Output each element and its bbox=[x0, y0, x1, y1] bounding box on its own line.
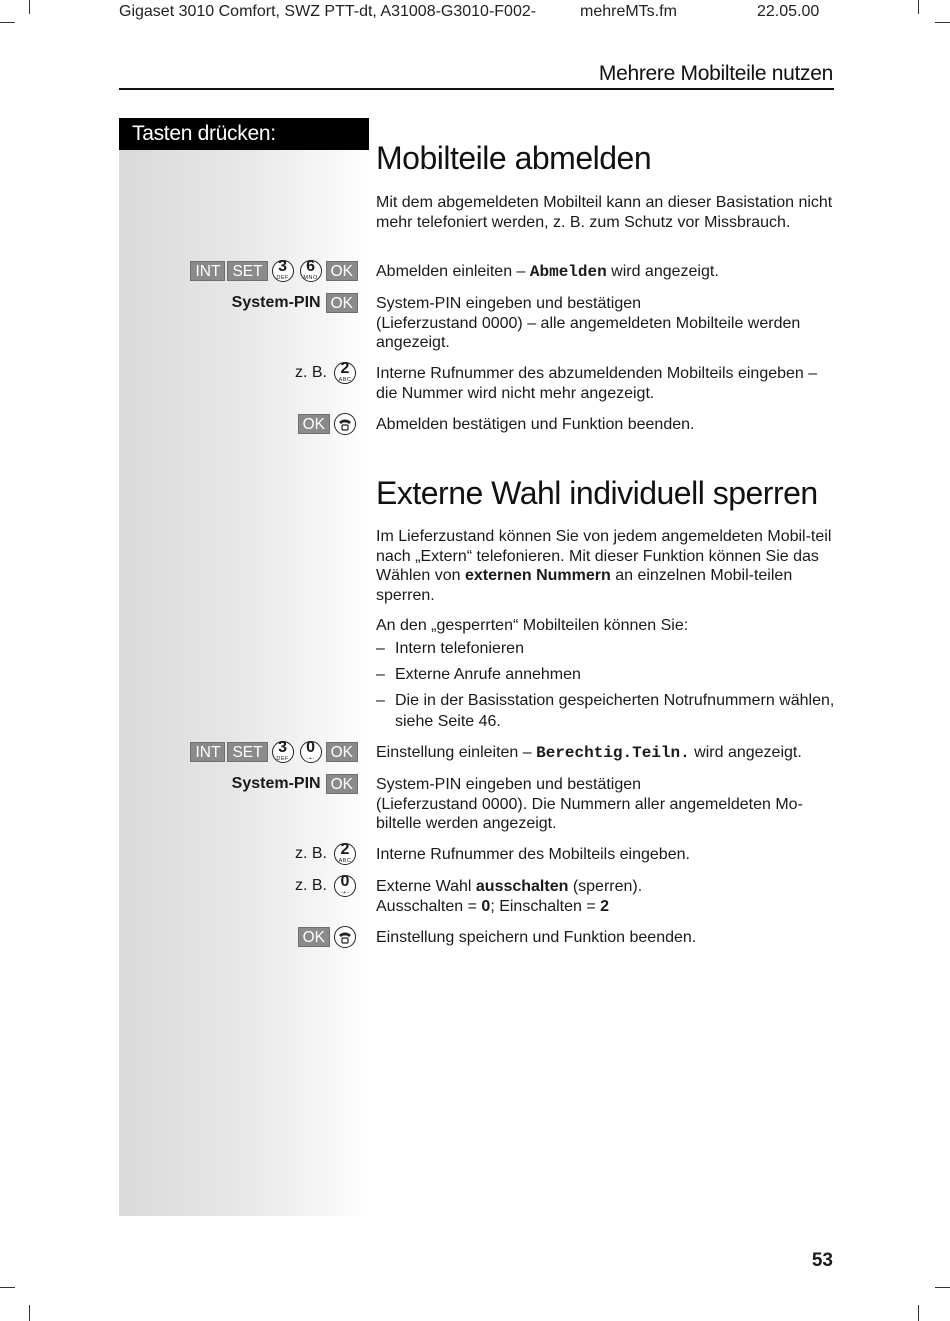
set-key: SET bbox=[227, 742, 267, 762]
crop-mark bbox=[0, 22, 15, 23]
example-label: z. B. bbox=[294, 364, 327, 381]
key-sequence bbox=[232, 773, 358, 795]
header-date: 22.05.00 bbox=[757, 3, 820, 20]
digit-0-key: 0 -+- bbox=[300, 741, 322, 763]
section1-heading: Mobilteile abmelden bbox=[376, 140, 652, 176]
key-sequence bbox=[298, 413, 358, 435]
section1-intro: Mit dem abgemeldeten Mobilteil kann an dieser Basistation nicht mehr telefoniert werden, z. B. zum Schutz vor Missbrauch. bbox=[376, 194, 833, 231]
display-text: Berechtig.Teiln. bbox=[536, 744, 690, 762]
key-sequence bbox=[295, 875, 358, 897]
int-key: INT bbox=[190, 261, 225, 281]
key-sequence bbox=[232, 292, 358, 314]
section2-intro: Im Lieferzustand können Sie von jedem angemeldeten Mobil-teil nach „Extern“ telefonieren. Mit dieser Funktion können Sie das Wählen von externen Nummern an einzelnen Mobil-teilen sperren. bbox=[376, 528, 832, 604]
ok-key: OK bbox=[298, 927, 330, 947]
example-label: z. B. bbox=[294, 845, 327, 862]
key-sequence bbox=[295, 843, 358, 865]
digit-3-key: 3 DEF bbox=[272, 260, 294, 282]
crop-mark bbox=[29, 1305, 30, 1321]
page-number: 53 bbox=[811, 1250, 833, 1271]
header-doc-title: Gigaset 3010 Comfort, SWZ PTT-dt, A31008-G3010-F002- bbox=[119, 3, 537, 20]
section2-step4: Externe Wahl ausschalten (sperren). Ausschalten = 0; Einschalten = 2 bbox=[376, 878, 643, 915]
ok-key: OK bbox=[326, 742, 358, 762]
section2-heading: Externe Wahl individuell sperren bbox=[376, 475, 818, 511]
key-sequence bbox=[190, 741, 358, 763]
digit-6-key: 6 MNO bbox=[300, 260, 322, 282]
section1-step4: Abmelden bestätigen und Funktion beenden. bbox=[376, 416, 695, 433]
ok-key: OK bbox=[326, 293, 358, 313]
crop-mark bbox=[29, 0, 30, 14]
ok-key: OK bbox=[298, 414, 330, 434]
key-column-title: Tasten drücken: bbox=[119, 118, 369, 150]
section1-step3: Interne Rufnummer des abzumeldenden Mobilteils eingeben – die Nummer wird nicht mehr angezeigt. bbox=[376, 365, 818, 402]
end-call-icon bbox=[334, 413, 356, 435]
handset-icon bbox=[338, 930, 352, 944]
section1-step2: System-PIN eingeben und bestätigen (Lieferzustand 0000) – alle angemeldeten Mobilteile werden angezeigt. bbox=[376, 295, 801, 351]
section-title: Mehrere Mobilteile nutzen bbox=[598, 62, 833, 85]
key-sequence bbox=[295, 362, 358, 384]
key-sequence bbox=[190, 260, 358, 282]
crop-mark bbox=[935, 22, 950, 23]
system-pin-label: System-PIN bbox=[231, 294, 321, 311]
digit-2-key: 2 ABC bbox=[334, 362, 356, 384]
set-key: SET bbox=[227, 261, 267, 281]
digit-2-key: 2 ABC bbox=[334, 843, 356, 865]
int-key: INT bbox=[190, 742, 225, 762]
display-text: Abmelden bbox=[529, 263, 607, 281]
crop-mark bbox=[0, 1287, 15, 1288]
crop-mark bbox=[918, 1305, 919, 1321]
digit-3-key: 3 DEF bbox=[272, 741, 294, 763]
list-item: – Intern telefonieren bbox=[376, 640, 524, 657]
section2-step3: Interne Rufnummer des Mobilteils eingeben. bbox=[376, 846, 690, 863]
header-file-name: mehreMTs.fm bbox=[580, 3, 677, 20]
ok-key: OK bbox=[326, 774, 358, 794]
handset-icon bbox=[338, 417, 352, 431]
section2-step2: System-PIN eingeben und bestätigen (Lieferzustand 0000). Die Nummern aller angemeldeten Mo-biltelle werden angezeigt. bbox=[376, 776, 803, 832]
digit-0-key: 0 -+- bbox=[334, 875, 356, 897]
key-column bbox=[119, 118, 369, 1216]
section2-step5: Einstellung speichern und Funktion beenden. bbox=[376, 929, 697, 946]
ok-key: OK bbox=[326, 261, 358, 281]
section2-step1: Einstellung einleiten – Berechtig.Teiln. wird angezeigt. bbox=[376, 744, 802, 762]
section2-list-intro: An den „gesperrten“ Mobilteilen können Sie: bbox=[376, 617, 689, 634]
example-label: z. B. bbox=[294, 877, 327, 894]
list-item: – Externe Anrufe annehmen bbox=[376, 666, 581, 683]
list-item: – Die in der Basisstation gespeicherten Notrufnummern wählen, siehe Seite 46. bbox=[376, 692, 835, 730]
crop-mark bbox=[918, 0, 919, 14]
section1-step1: Abmelden einleiten – Abmelden wird angezeigt. bbox=[376, 263, 719, 281]
crop-mark bbox=[935, 1287, 950, 1288]
end-call-icon bbox=[334, 926, 356, 948]
key-sequence bbox=[298, 926, 358, 948]
system-pin-label: System-PIN bbox=[231, 775, 321, 792]
header-rule bbox=[119, 88, 834, 90]
